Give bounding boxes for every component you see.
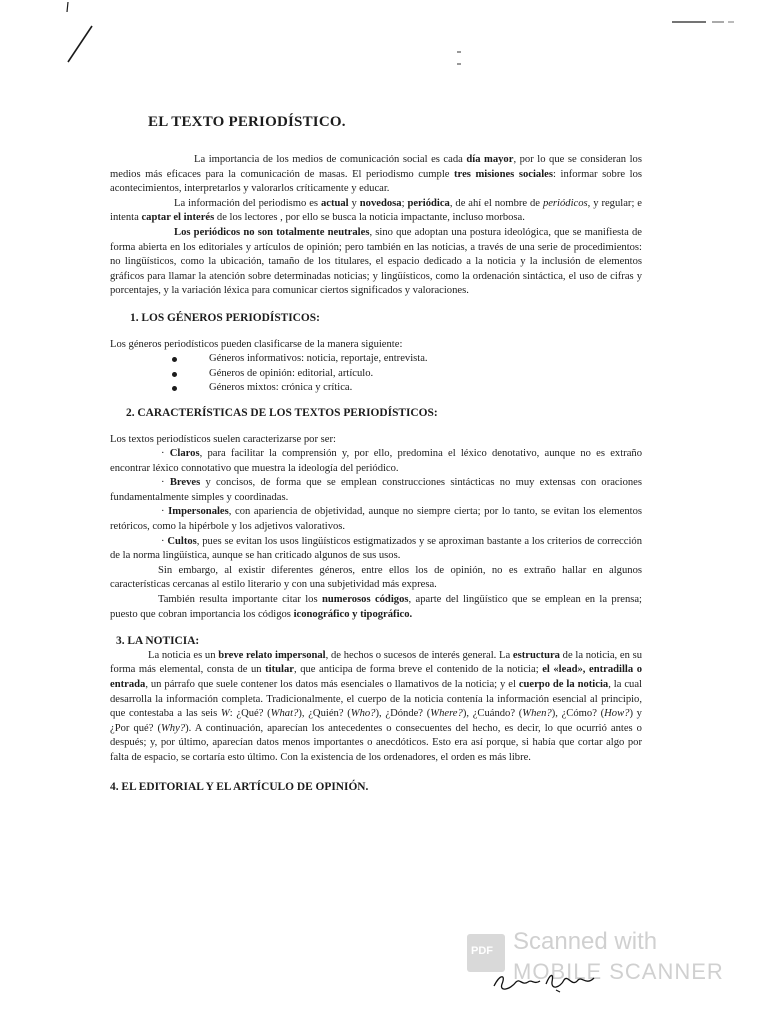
bullet-icon xyxy=(172,357,177,362)
section-heading: 1. LOS GÉNEROS PERIODÍSTICOS: xyxy=(130,311,320,324)
watermark-line-1: Scanned with xyxy=(513,928,658,955)
pen-stroke-mark xyxy=(40,0,110,70)
features-intro: Los textos periodísticos suelen caracterizarse por ser: xyxy=(110,433,336,445)
corner-dash-mark xyxy=(668,14,738,28)
document-title: EL TEXTO PERIODÍSTICO. xyxy=(148,114,346,130)
list-item-text: Géneros mixtos: crónica y crítica. xyxy=(209,382,353,394)
news-paragraph: La noticia es un breve relato impersonal, de hechos o sucesos de interés general. La estructura de la noticia, en su forma más elemental, consta de un titular, que anticipa de forma breve el contenido de la noticia; el «lead», entradilla o entrada, un párrafo que suele contener los datos más esenciales o llamativos de la noticia; y el cuerpo de la noticia, la cual desarrolla la información completa. Tradicionalmente, el cuerpo de la noticia contenía la información esencial al principio, que contestaba a las seis W: ¿Qué? (What?), ¿Quién? (Who?), ¿Dónde? (Where?), ¿Cuándo? (When?), ¿Cómo? (How?) y ¿Por qué? (Why?). A continuación, aparecían los antecedentes o consecuentes del hecho, es decir, lo que ocurrió antes o después; y, por último, aparecían datos menos importantes o anecdóticos. Esto era así porque, si había que cortar algo por falta de espacio, se cortaría esto último. Con la existencia de los ordenadores, el orden es más libre. xyxy=(110,649,643,763)
bold-text: tres misiones sociales xyxy=(454,168,553,180)
feature-paragraph: · Breves y concisos, de forma que se emplean construcciones sintácticas no muy extensas con oraciones fundamentalmente simples y coordinadas. xyxy=(110,477,642,503)
bold-text: novedosa xyxy=(359,197,402,209)
genres-intro: Los géneros periodísticos pueden clasificarse de la manera siguiente: xyxy=(110,338,403,350)
italic-text: Why? xyxy=(160,722,186,734)
intro-paragraph: La importancia de los medios de comunicación social es cada día mayor, por lo que se consideran los medios más eficaces para la comunicación de masas. El periodismo cumple tres misiones sociales: informar sobre los acontecimientos, interpretarlos y valorarlos críticamente y educar. xyxy=(110,154,642,195)
intro-paragraph: Los periódicos no son totalmente neutrales, sino que adoptan una postura ideológica, que se manifiesta de forma abierta en los editoriales y artículos de opinión; pero también en las noticias, a través de una serie de procedimientos: no lingüísticos, como la ubicación, tamaño de los titulares, el espacio dedicado a la noticia y la inclusión de elementos gráficos para llamar la atención sobre determinadas noticias; y lingüísticos, como la ordenación sintáctica, el uso de cifras y porcentajes, y la variación léxica para comunicar ciertos significados y valoraciones. xyxy=(110,226,642,297)
bold-text: Los periódicos no son totalmente neutrales xyxy=(174,226,370,238)
list-item-text: Géneros de opinión: editorial, artículo. xyxy=(209,367,374,379)
bold-text: actual xyxy=(320,197,349,209)
handwritten-signature xyxy=(490,960,610,1000)
feature-paragraph: · Claros, para facilitar la comprensión y, por ello, predomina el léxico denotativo, aunque no es extraño encontrar léxico connotativo que muestra la ideología del periódico. xyxy=(110,448,643,474)
list-item xyxy=(110,381,642,396)
bullet-icon xyxy=(172,386,177,391)
bold-text: el «lead», entradilla o entrada xyxy=(110,664,642,690)
list-item-text: Géneros informativos: noticia, reportaje, entrevista. xyxy=(209,353,428,365)
bold-text: Breves xyxy=(169,477,201,489)
italic-text: periódicos xyxy=(542,197,588,209)
feature-paragraph: · Cultos, pues se evitan los usos lingüísticos estigmatizados y se aproximan bastante a los criterios de corrección de la norma lingüística, aunque se han criticado algunos de sus usos. xyxy=(110,535,643,562)
bold-text: iconográfico y tipográfico. xyxy=(293,608,413,620)
bold-text: breve relato impersonal xyxy=(218,649,326,661)
section-heading: 3. LA NOTICIA: xyxy=(116,635,200,648)
bold-text: titular xyxy=(265,664,294,676)
bullet-icon xyxy=(172,372,177,377)
bold-text: numerosos códigos xyxy=(321,594,409,606)
feature-paragraph: También resulta importante citar los numerosos códigos, aparte del lingüístico que se emplean en la prensa; puesto que cobran importancia los códigos iconográfico y tipográfico. xyxy=(110,594,643,620)
italic-text: When? xyxy=(522,708,552,720)
bold-text: Cultos xyxy=(167,535,197,547)
bold-text: estructura xyxy=(512,649,560,661)
list-item xyxy=(110,352,642,367)
pdf-badge-label: PDF xyxy=(471,945,493,957)
document-body xyxy=(110,153,642,794)
italic-text: What? xyxy=(270,708,299,720)
watermark-line-2: MOBILE SCANNER xyxy=(513,959,724,984)
bold-text: Claros xyxy=(169,448,200,460)
section-heading: 4. EL EDITORIAL Y EL ARTÍCULO DE OPINIÓN. xyxy=(110,780,369,793)
list-item xyxy=(110,367,642,382)
bold-text: día mayor xyxy=(466,154,514,165)
bold-text: Impersonales xyxy=(168,506,229,518)
section-heading: 2. CARACTERÍSTICAS DE LOS TEXTOS PERIODÍSTICOS: xyxy=(126,406,438,419)
genres-list xyxy=(110,352,642,396)
bold-text: captar el interés xyxy=(141,212,215,224)
feature-paragraph: Sin embargo, al existir diferentes géneros, entre ellos los de opinión, no es extraño hallar en algunos características cercanas al estilo literario y con una subjetividad más expresa. xyxy=(110,564,642,591)
italic-text: Where? xyxy=(430,708,463,720)
italic-text: Who? xyxy=(350,708,376,720)
bold-text: cuerpo de la noticia xyxy=(518,679,609,690)
bold-text: periódica xyxy=(407,197,450,209)
speck-mark xyxy=(454,48,464,70)
feature-paragraph: · Impersonales, con apariencia de objetividad, aunque no siempre cierta; por lo tanto, se evitan los elementos retóricos, como la hipérbole y los adjetivos valorativos. xyxy=(110,506,642,533)
intro-paragraph: La información del periodismo es actual y novedosa; periódica, de ahí el nombre de periódicos, y regular; e intenta captar el interés de los lectores , por ello se busca la noticia impactante, incluso morbosa. xyxy=(110,197,643,224)
italic-text: W xyxy=(220,708,230,720)
italic-text: How? xyxy=(604,708,630,720)
